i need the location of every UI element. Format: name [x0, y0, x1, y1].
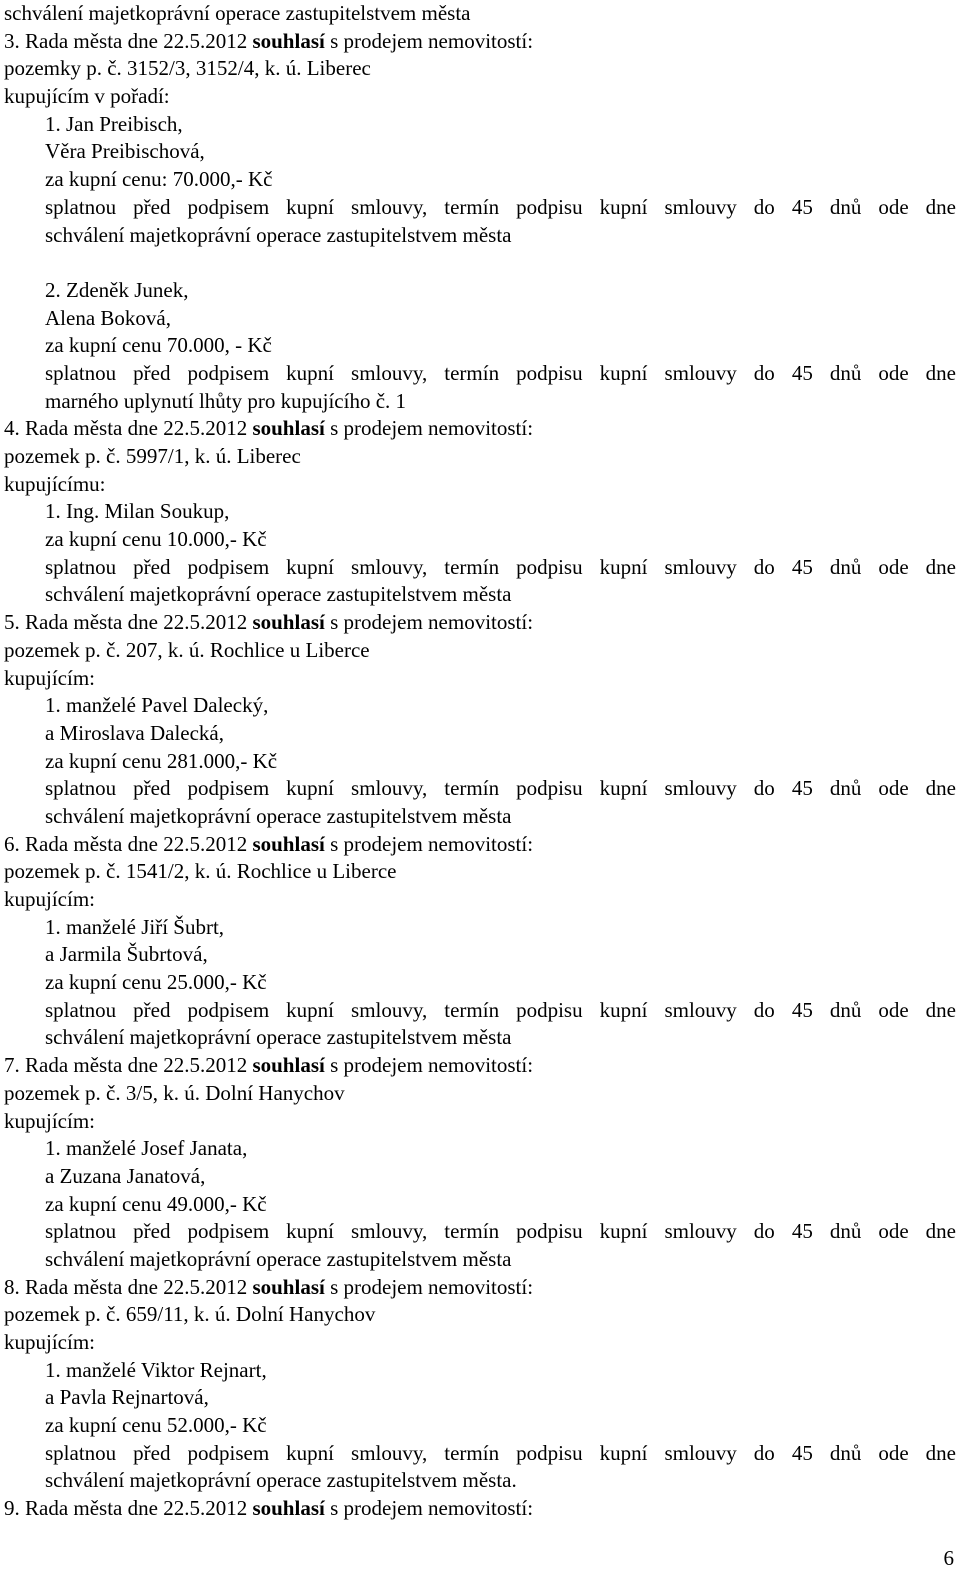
- text-line: splatnou před podpisem kupní smlouvy, termín podpisu kupní smlouvy do 45 dnů ode dne: [45, 776, 956, 801]
- text-line: 1. manželé Jiří Šubrt,: [45, 914, 225, 939]
- text-line: za kupní cenu 281.000,- Kč: [45, 748, 278, 773]
- text-line: Alena Boková,: [45, 305, 171, 330]
- text-line: za kupní cenu: 70.000,- Kč: [45, 167, 273, 192]
- text-line: za kupní cenu 70.000, - Kč: [45, 333, 272, 358]
- text-line: kupujícím:: [4, 1330, 95, 1354]
- resolution-heading: 9. Rada města dne 22.5.2012 souhlasí s prodejem nemovitostí:: [4, 1496, 534, 1521]
- text-line: kupujícím v pořadí:: [4, 84, 170, 109]
- resolution-heading: 8. Rada města dne 22.5.2012 souhlasí s prodejem nemovitostí:: [4, 1274, 534, 1299]
- resolution-heading: 3. Rada města dne 22.5.2012 souhlasí s prodejem nemovitostí:: [4, 28, 534, 53]
- page-number: 6: [943, 1546, 954, 1570]
- bold-keyword: souhlasí: [252, 610, 325, 635]
- text-line: a Zuzana Janatová,: [45, 1163, 206, 1188]
- text-line: kupujícím:: [4, 665, 95, 690]
- text-line: za kupní cenu 49.000,- Kč: [45, 1191, 267, 1216]
- bold-keyword: souhlasí: [252, 416, 325, 441]
- text-line: pozemek p. č. 659/11, k. ú. Dolní Hanychov: [4, 1302, 376, 1327]
- text-line: 1. Ing. Milan Soukup,: [45, 499, 230, 524]
- text-line: splatnou před podpisem kupní smlouvy, termín podpisu kupní smlouvy do 45 dnů ode dne: [45, 194, 956, 219]
- bold-keyword: souhlasí: [252, 1274, 325, 1299]
- text-line: kupujícímu:: [4, 471, 106, 496]
- text-line: a Pavla Rejnartová,: [45, 1385, 209, 1410]
- text-line: Věra Preibischová,: [45, 139, 205, 164]
- text-line: splatnou před podpisem kupní smlouvy, termín podpisu kupní smlouvy do 45 dnů ode dne: [45, 997, 956, 1022]
- text-line: splatnou před podpisem kupní smlouvy, termín podpisu kupní smlouvy do 45 dnů ode dne: [45, 1440, 956, 1465]
- resolution-heading: 7. Rada města dne 22.5.2012 souhlasí s prodejem nemovitostí:: [4, 1053, 534, 1078]
- blank-line: [4, 249, 956, 277]
- text-line: za kupní cenu 52.000,- Kč: [45, 1413, 267, 1438]
- text-line: pozemek p. č. 207, k. ú. Rochlice u Liberce: [4, 637, 370, 662]
- resolution-heading: 4. Rada města dne 22.5.2012 souhlasí s prodejem nemovitostí:: [4, 416, 534, 441]
- text-line: a Miroslava Dalecká,: [45, 720, 225, 745]
- text-line: 1. Jan Preibisch,: [45, 111, 183, 136]
- text-line: 1. manželé Pavel Dalecký,: [45, 693, 269, 718]
- text-line: schválení majetkoprávní operace zastupitelstvem města: [4, 1, 471, 25]
- text-line: schválení majetkoprávní operace zastupitelstvem města: [45, 803, 512, 828]
- text-line: schválení majetkoprávní operace zastupitelstvem města: [45, 1025, 512, 1050]
- text-line: schválení majetkoprávní operace zastupitelstvem města.: [45, 1468, 517, 1493]
- text-line: splatnou před podpisem kupní smlouvy, termín podpisu kupní smlouvy do 45 dnů ode dne: [45, 1219, 956, 1244]
- text-line: marného uplynutí lhůty pro kupujícího č. 1: [45, 388, 407, 413]
- bold-keyword: souhlasí: [252, 28, 325, 53]
- text-line: splatnou před podpisem kupní smlouvy, termín podpisu kupní smlouvy do 45 dnů ode dne: [45, 554, 956, 579]
- text-line: splatnou před podpisem kupní smlouvy, termín podpisu kupní smlouvy do 45 dnů ode dne: [45, 360, 956, 385]
- text-line: za kupní cenu 10.000,- Kč: [45, 527, 267, 552]
- text-line: 1. manželé Viktor Rejnart,: [45, 1357, 267, 1382]
- text-line: pozemek p. č. 3/5, k. ú. Dolní Hanychov: [4, 1080, 345, 1105]
- bold-keyword: souhlasí: [252, 1053, 325, 1078]
- document-body: [4, 0, 956, 1523]
- resolution-heading: 5. Rada města dne 22.5.2012 souhlasí s prodejem nemovitostí:: [4, 610, 534, 635]
- text-line: pozemek p. č. 1541/2, k. ú. Rochlice u Liberce: [4, 859, 397, 884]
- bold-keyword: souhlasí: [252, 831, 325, 856]
- text-line: za kupní cenu 25.000,- Kč: [45, 970, 267, 995]
- text-line: pozemky p. č. 3152/3, 3152/4, k. ú. Liberec: [4, 56, 371, 81]
- text-line: schválení majetkoprávní operace zastupitelstvem města: [45, 1246, 512, 1271]
- text-line: 1. manželé Josef Janata,: [45, 1136, 248, 1161]
- text-line: kupujícím:: [4, 1108, 95, 1133]
- text-line: kupujícím:: [4, 887, 95, 911]
- text-line: pozemek p. č. 5997/1, k. ú. Liberec: [4, 444, 301, 468]
- text-line: schválení majetkoprávní operace zastupitelstvem města: [45, 222, 512, 247]
- resolution-heading: 6. Rada města dne 22.5.2012 souhlasí s prodejem nemovitostí:: [4, 831, 534, 856]
- text-line: 2. Zdeněk Junek,: [45, 277, 189, 302]
- text-line: schválení majetkoprávní operace zastupitelstvem města: [45, 582, 512, 607]
- text-line: a Jarmila Šubrtová,: [45, 942, 208, 967]
- bold-keyword: souhlasí: [252, 1496, 325, 1521]
